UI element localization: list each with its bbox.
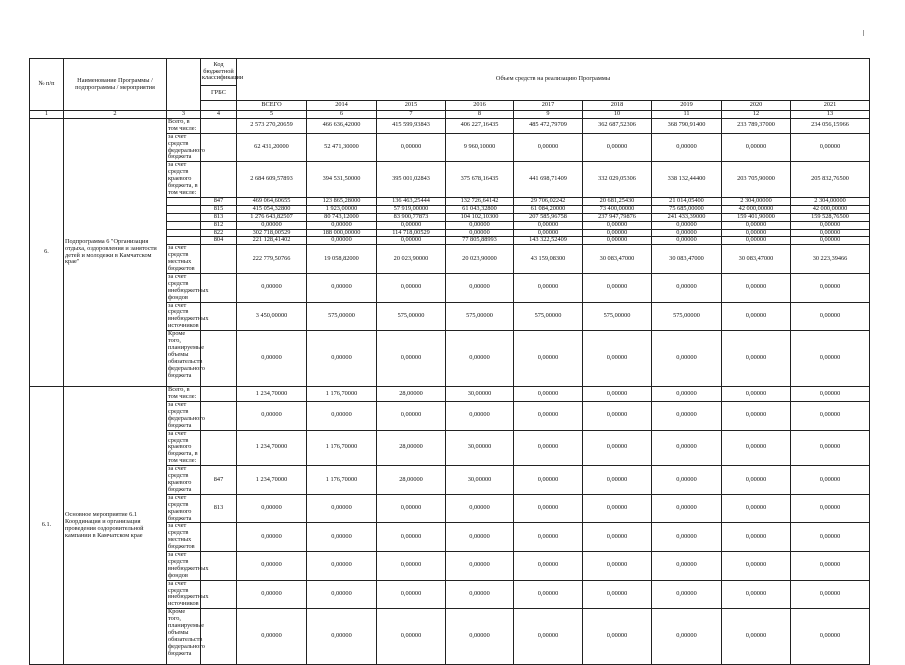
amount-cell: 73 400,00000 [583, 205, 652, 213]
amount-cell: 485 472,79709 [514, 118, 583, 133]
funding-source-label: Кроме того, планируемые объемы обязательств федерального бюджета [167, 609, 201, 665]
amount-cell: 0,00000 [307, 402, 377, 431]
amount-cell: 30 223,39466 [791, 245, 870, 274]
amount-cell: 0,00000 [307, 221, 377, 229]
year-header: 2019 [652, 101, 722, 111]
amount-cell: 0,00000 [377, 552, 446, 581]
funding-source-label: за счет средств внебюджетных источников [168, 579, 209, 608]
column-index: 8 [446, 111, 514, 119]
amount-cell: 61 043,32800 [446, 205, 514, 213]
amount-cell: 143 322,52409 [514, 237, 583, 245]
amount-cell: 30,00000 [446, 430, 514, 466]
amount-cell: 43 159,08300 [514, 245, 583, 274]
amount-cell: 0,00000 [583, 430, 652, 466]
amount-cell: 9 960,10000 [446, 133, 514, 162]
amount-cell: 0,00000 [652, 430, 722, 466]
amount-cell: 415 054,32800 [237, 205, 307, 213]
grbs-code: 812 [201, 221, 237, 229]
year-header: 2021 [791, 101, 870, 111]
amount-cell: 0,00000 [791, 609, 870, 665]
section-number: 6. [30, 118, 64, 386]
amount-cell: 0,00000 [791, 523, 870, 552]
amount-cell: 0,00000 [514, 221, 583, 229]
amount-cell: 0,00000 [652, 273, 722, 302]
amount-cell: 0,00000 [652, 494, 722, 523]
funding-source-label: за счет средств внебюджетных фондов [168, 272, 209, 301]
amount-cell: 0,00000 [377, 237, 446, 245]
grbs-code [201, 245, 237, 274]
amount-cell: 0,00000 [377, 331, 446, 387]
grbs-code [201, 523, 237, 552]
amount-cell: 1 176,70000 [307, 430, 377, 466]
amount-cell: 0,00000 [722, 387, 791, 402]
year-header: 2014 [307, 101, 377, 111]
amount-cell: 0,00000 [514, 387, 583, 402]
funding-source-label: за счет средств краевого бюджета [167, 466, 201, 495]
grbs-code: 822 [201, 229, 237, 237]
amount-cell: 0,00000 [377, 402, 446, 431]
table-row [30, 387, 870, 402]
col-blank-header [167, 59, 201, 111]
funding-source-label: за счет средств внебюджетных источников [168, 301, 209, 330]
amount-cell: 362 687,52306 [583, 118, 652, 133]
amount-cell: 375 678,16435 [446, 162, 514, 198]
amount-cell: 1 234,70000 [237, 466, 307, 495]
amount-cell: 234 056,15966 [791, 118, 870, 133]
amount-cell: 0,00000 [237, 609, 307, 665]
amount-cell: 0,00000 [237, 523, 307, 552]
column-index: 6 [307, 111, 377, 119]
column-index: 13 [791, 111, 870, 119]
amount-cell: 1 234,70000 [237, 387, 307, 402]
amount-cell: 0,00000 [791, 466, 870, 495]
funding-source-label [167, 229, 201, 237]
amount-cell: 0,00000 [652, 237, 722, 245]
column-index: 2 [64, 111, 167, 119]
funding-source-label [167, 213, 201, 221]
amount-cell: 222 779,50766 [237, 245, 307, 274]
amount-cell: 0,00000 [446, 331, 514, 387]
amount-cell: 20 023,90000 [377, 245, 446, 274]
year-header: 2018 [583, 101, 652, 111]
year-header: 2015 [377, 101, 446, 111]
amount-cell: 83 900,77873 [377, 213, 446, 221]
amount-cell: 0,00000 [514, 552, 583, 581]
amount-cell: 0,00000 [722, 229, 791, 237]
col-volume-header: Объем средств на реализацию Программы [237, 59, 870, 101]
amount-cell: 30 083,47000 [652, 245, 722, 274]
column-index: 1 [30, 111, 64, 119]
amount-cell: 0,00000 [722, 552, 791, 581]
amount-cell: 0,00000 [307, 273, 377, 302]
amount-cell: 0,00000 [237, 580, 307, 609]
amount-cell: 441 698,71409 [514, 162, 583, 198]
amount-cell: 0,00000 [652, 133, 722, 162]
section-name: Основное мероприятие 6.1 Координация и организация проведения оздоровительной кампании в Камчатском крае [64, 387, 167, 665]
amount-cell: 406 227,16435 [446, 118, 514, 133]
amount-cell: 0,00000 [722, 580, 791, 609]
year-header: 2016 [446, 101, 514, 111]
amount-cell: 575,00000 [307, 302, 377, 331]
amount-cell: 0,00000 [514, 523, 583, 552]
amount-cell: 0,00000 [237, 494, 307, 523]
grbs-code: 813 [201, 213, 237, 221]
budget-table [29, 58, 870, 665]
amount-cell: 0,00000 [514, 466, 583, 495]
amount-cell: 0,00000 [652, 580, 722, 609]
amount-cell: 0,00000 [377, 494, 446, 523]
amount-cell: 0,00000 [583, 466, 652, 495]
amount-cell: 0,00000 [514, 430, 583, 466]
amount-cell: 0,00000 [652, 552, 722, 581]
amount-cell: 0,00000 [237, 273, 307, 302]
budget-table-sheet [29, 58, 869, 657]
amount-cell: 395 001,02843 [377, 162, 446, 198]
amount-cell: 0,00000 [791, 402, 870, 431]
amount-cell: 0,00000 [722, 133, 791, 162]
amount-cell: 575,00000 [583, 302, 652, 331]
amount-cell: 75 685,00000 [652, 205, 722, 213]
amount-cell: 575,00000 [514, 302, 583, 331]
amount-cell: 368 790,91400 [652, 118, 722, 133]
funding-source-label: за счет средств федерального бюджета [168, 401, 205, 429]
amount-cell: 28,00000 [377, 430, 446, 466]
amount-cell: 30 083,47000 [583, 245, 652, 274]
grbs-code: 804 [201, 237, 237, 245]
amount-cell: 0,00000 [583, 402, 652, 431]
amount-cell: 469 064,60655 [237, 197, 307, 205]
col-name-header: Наименование Программы / подпрограммы / мероприятия [64, 59, 167, 111]
amount-cell: 0,00000 [722, 609, 791, 665]
amount-cell: 29 706,02242 [514, 197, 583, 205]
column-index: 5 [237, 111, 307, 119]
amount-cell: 0,00000 [791, 430, 870, 466]
amount-cell: 0,00000 [583, 523, 652, 552]
amount-cell: 21 014,05400 [652, 197, 722, 205]
grbs-code [201, 331, 237, 387]
amount-cell: 30 083,47000 [722, 245, 791, 274]
amount-cell: 338 132,44400 [652, 162, 722, 198]
table-row [30, 118, 870, 133]
amount-cell: 575,00000 [652, 302, 722, 331]
amount-cell: 0,00000 [307, 552, 377, 581]
section-number: 6.1. [30, 387, 64, 665]
amount-cell: 0,00000 [583, 609, 652, 665]
amount-cell: 61 084,20000 [514, 205, 583, 213]
amount-cell: 0,00000 [377, 523, 446, 552]
section-name: Подпрограмма 6 "Организация отдыха, оздоровления и занятости детей и молодежи в Камчатском крае" [64, 118, 167, 386]
funding-source-label: за счет средств федерального бюджета [168, 132, 205, 161]
amount-cell: 2 304,00000 [791, 197, 870, 205]
amount-cell: 0,00000 [583, 221, 652, 229]
amount-cell: 1 276 643,82507 [237, 213, 307, 221]
amount-cell: 0,00000 [583, 331, 652, 387]
funding-source-label: за счет средств местных бюджетов [167, 245, 201, 274]
amount-cell: 221 128,41402 [237, 237, 307, 245]
amount-cell: 0,00000 [791, 580, 870, 609]
amount-cell: 104 102,10300 [446, 213, 514, 221]
amount-cell: 2 304,00000 [722, 197, 791, 205]
amount-cell: 77 805,88993 [446, 237, 514, 245]
grbs-code [201, 402, 237, 431]
amount-cell: 0,00000 [446, 609, 514, 665]
amount-cell: 0,00000 [307, 523, 377, 552]
amount-cell: 0,00000 [722, 221, 791, 229]
column-index: 11 [652, 111, 722, 119]
amount-cell: 0,00000 [583, 237, 652, 245]
amount-cell: 0,00000 [652, 609, 722, 665]
amount-cell: 466 636,42000 [307, 118, 377, 133]
amount-cell: 0,00000 [377, 221, 446, 229]
amount-cell: 30,00000 [446, 466, 514, 495]
amount-cell: 0,00000 [377, 133, 446, 162]
funding-source-label [167, 205, 201, 213]
amount-cell: 0,00000 [791, 133, 870, 162]
amount-cell: 0,00000 [722, 430, 791, 466]
amount-cell: 0,00000 [514, 273, 583, 302]
amount-cell: 0,00000 [377, 609, 446, 665]
funding-source-label: Кроме того, планируемые объемы обязательств федерального бюджета [167, 331, 201, 387]
amount-cell: 241 433,39000 [652, 213, 722, 221]
amount-cell: 0,00000 [446, 229, 514, 237]
col-grbs-blank [201, 101, 237, 111]
amount-cell: 0,00000 [791, 273, 870, 302]
amount-cell: 0,00000 [791, 387, 870, 402]
amount-cell: 0,00000 [652, 331, 722, 387]
amount-cell: 0,00000 [652, 221, 722, 229]
funding-source-label: Всего, в том числе: [167, 387, 201, 402]
amount-cell: 0,00000 [237, 221, 307, 229]
amount-cell: 0,00000 [722, 331, 791, 387]
amount-cell: 0,00000 [514, 609, 583, 665]
amount-cell: 0,00000 [791, 237, 870, 245]
amount-cell: 0,00000 [446, 523, 514, 552]
funding-source-label: за счет средств краевого бюджета, в том числе: [167, 430, 201, 466]
amount-cell: 0,00000 [307, 237, 377, 245]
column-index: 3 [167, 111, 201, 119]
amount-cell: 0,00000 [377, 580, 446, 609]
amount-cell: 0,00000 [514, 331, 583, 387]
amount-cell: 0,00000 [446, 273, 514, 302]
amount-cell: 0,00000 [446, 580, 514, 609]
amount-cell: 0,00000 [791, 221, 870, 229]
amount-cell: 136 463,25444 [377, 197, 446, 205]
funding-source-label: за счет средств местных бюджетов [167, 523, 201, 552]
amount-cell: 123 865,28000 [307, 197, 377, 205]
amount-cell: 0,00000 [652, 523, 722, 552]
funding-source-label: Всего, в том числе: [167, 118, 201, 133]
amount-cell: 0,00000 [791, 552, 870, 581]
amount-cell: 42 000,00000 [722, 205, 791, 213]
amount-cell: 0,00000 [791, 229, 870, 237]
amount-cell: 0,00000 [722, 302, 791, 331]
amount-cell: 0,00000 [307, 580, 377, 609]
grbs-code: 813 [201, 494, 237, 523]
amount-cell: 415 599,93843 [377, 118, 446, 133]
amount-cell: 28,00000 [377, 387, 446, 402]
amount-cell: 0,00000 [237, 552, 307, 581]
grbs-code: 847 [201, 197, 237, 205]
amount-cell: 57 919,00000 [377, 205, 446, 213]
amount-cell: 0,00000 [514, 580, 583, 609]
amount-cell: 237 947,79876 [583, 213, 652, 221]
column-index: 7 [377, 111, 446, 119]
amount-cell: 20 023,90000 [446, 245, 514, 274]
amount-cell: 0,00000 [446, 552, 514, 581]
amount-cell: 0,00000 [307, 494, 377, 523]
amount-cell: 0,00000 [446, 221, 514, 229]
amount-cell: 0,00000 [237, 402, 307, 431]
grbs-code [201, 387, 237, 402]
amount-cell: 0,00000 [377, 273, 446, 302]
amount-cell: 0,00000 [791, 494, 870, 523]
amount-cell: 233 789,37000 [722, 118, 791, 133]
amount-cell: 302 718,00529 [237, 229, 307, 237]
amount-cell: 28,00000 [377, 466, 446, 495]
amount-cell: 114 718,00529 [377, 229, 446, 237]
amount-cell: 0,00000 [583, 387, 652, 402]
amount-cell: 62 431,20000 [237, 133, 307, 162]
scan-artifact [863, 30, 864, 36]
year-header: 2017 [514, 101, 583, 111]
column-index: 4 [201, 111, 237, 119]
col-budget-code-header: Код бюджетной классификации [201, 59, 237, 86]
amount-cell: 19 058,82000 [307, 245, 377, 274]
column-index: 10 [583, 111, 652, 119]
amount-cell: 203 705,90000 [722, 162, 791, 198]
amount-cell: 3 450,00000 [237, 302, 307, 331]
grbs-code: 847 [201, 466, 237, 495]
grbs-code [201, 430, 237, 466]
amount-cell: 0,00000 [652, 229, 722, 237]
amount-cell: 0,00000 [722, 523, 791, 552]
amount-cell: 575,00000 [446, 302, 514, 331]
amount-cell: 159 528,76500 [791, 213, 870, 221]
amount-cell: 2 684 609,57893 [237, 162, 307, 198]
amount-cell: 0,00000 [583, 133, 652, 162]
amount-cell: 0,00000 [583, 580, 652, 609]
amount-cell: 80 743,12000 [307, 213, 377, 221]
funding-source-label: за счет средств краевого бюджета [167, 494, 201, 523]
col-number-header: № п/п [30, 59, 64, 111]
amount-cell: 575,00000 [377, 302, 446, 331]
amount-cell: 0,00000 [514, 402, 583, 431]
amount-cell: 0,00000 [446, 402, 514, 431]
amount-cell: 0,00000 [791, 331, 870, 387]
amount-cell: 0,00000 [722, 237, 791, 245]
grbs-code [201, 118, 237, 133]
year-header: ВСЕГО [237, 101, 307, 111]
amount-cell: 207 585,96758 [514, 213, 583, 221]
amount-cell: 0,00000 [652, 466, 722, 495]
amount-cell: 0,00000 [652, 387, 722, 402]
col-grbs-header: ГРБС [201, 86, 237, 101]
amount-cell: 1 176,70000 [307, 466, 377, 495]
funding-source-label [167, 197, 201, 205]
amount-cell: 30,00000 [446, 387, 514, 402]
amount-cell: 205 832,76500 [791, 162, 870, 198]
funding-source-label: за счет средств краевого бюджета, в том числе: [167, 162, 201, 198]
amount-cell: 2 573 270,20659 [237, 118, 307, 133]
funding-source-label [167, 221, 201, 229]
amount-cell: 0,00000 [583, 494, 652, 523]
amount-cell: 0,00000 [722, 273, 791, 302]
year-header: 2020 [722, 101, 791, 111]
amount-cell: 0,00000 [791, 302, 870, 331]
amount-cell: 159 401,90000 [722, 213, 791, 221]
amount-cell: 0,00000 [237, 331, 307, 387]
amount-cell: 332 029,05306 [583, 162, 652, 198]
amount-cell: 1 234,70000 [237, 430, 307, 466]
column-index: 12 [722, 111, 791, 119]
amount-cell: 1 176,70000 [307, 387, 377, 402]
amount-cell: 0,00000 [722, 466, 791, 495]
grbs-code [201, 609, 237, 665]
amount-cell: 132 726,64142 [446, 197, 514, 205]
amount-cell: 0,00000 [722, 402, 791, 431]
grbs-code [201, 162, 237, 198]
amount-cell: 20 681,25430 [583, 197, 652, 205]
amount-cell: 0,00000 [446, 494, 514, 523]
amount-cell: 0,00000 [583, 552, 652, 581]
amount-cell: 0,00000 [583, 273, 652, 302]
amount-cell: 0,00000 [514, 133, 583, 162]
funding-source-label: за счет средств внебюджетных фондов [168, 551, 209, 579]
grbs-code: 815 [201, 205, 237, 213]
amount-cell: 0,00000 [514, 229, 583, 237]
grbs-code [201, 133, 237, 162]
amount-cell: 0,00000 [652, 402, 722, 431]
amount-cell: 394 531,50000 [307, 162, 377, 198]
amount-cell: 188 000,00000 [307, 229, 377, 237]
amount-cell: 42 000,00000 [791, 205, 870, 213]
column-index: 9 [514, 111, 583, 119]
amount-cell: 0,00000 [307, 609, 377, 665]
amount-cell: 0,00000 [514, 494, 583, 523]
amount-cell: 1 923,00000 [307, 205, 377, 213]
amount-cell: 0,00000 [583, 229, 652, 237]
amount-cell: 0,00000 [722, 494, 791, 523]
amount-cell: 0,00000 [307, 331, 377, 387]
amount-cell: 52 471,30000 [307, 133, 377, 162]
